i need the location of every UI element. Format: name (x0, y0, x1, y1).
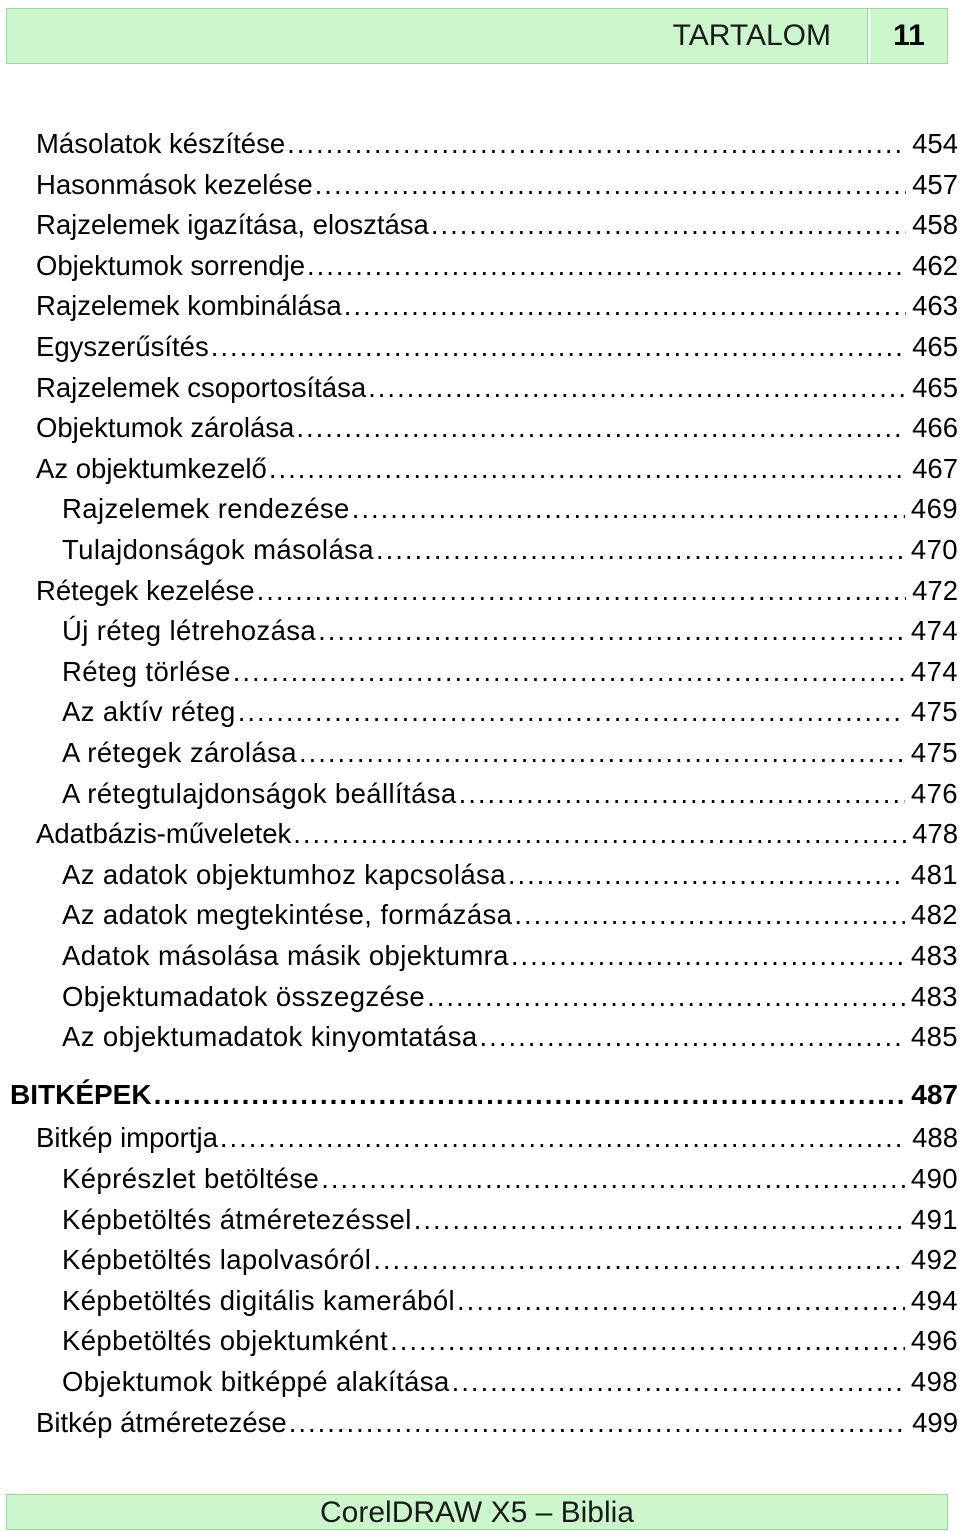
toc-leader-dots (352, 489, 905, 529)
toc-entry-page: 483 (910, 981, 958, 1012)
toc-entry-label: Az adatok objektumhoz kapcsolása (62, 859, 506, 890)
toc-entry (36, 449, 958, 489)
toc-entry (62, 774, 958, 814)
toc-entry (62, 1017, 958, 1057)
toc-entry-label: Rajzelemek igazítása, elosztása (36, 209, 429, 240)
toc-entry (62, 530, 958, 570)
toc-leader-dots (452, 1362, 905, 1402)
toc-entry-page: 475 (910, 737, 958, 768)
toc-leader-dots (390, 1321, 905, 1361)
toc-entry-page: 467 (912, 453, 958, 484)
toc-entry-label: Egyszerűsítés (36, 331, 209, 362)
toc-entry (62, 1281, 958, 1321)
toc-leader-dots (376, 530, 905, 570)
toc-leader-dots (315, 165, 906, 205)
toc-leader-dots (154, 1075, 906, 1115)
toc-leader-dots (514, 895, 905, 935)
toc-leader-dots (307, 246, 906, 286)
toc-entry-page: 476 (910, 778, 958, 809)
toc-entry-page: 472 (912, 575, 958, 606)
toc-entry (62, 489, 958, 529)
toc-entry (62, 977, 958, 1017)
page-number: 11 (893, 19, 925, 52)
toc-entry-page: 474 (910, 656, 958, 687)
toc-entry-page: 483 (910, 940, 958, 971)
toc-leader-dots (508, 855, 905, 895)
toc-entry (62, 1159, 958, 1199)
toc-entry-page: 481 (910, 859, 958, 890)
toc-chapter-entry (10, 1075, 958, 1115)
toc-entry-label: Rajzelemek csoportosítása (36, 372, 367, 403)
toc-entry-label: Képbetöltés digitális kamerából (62, 1285, 456, 1316)
toc-entry-label: BITKÉPEK (10, 1079, 152, 1110)
toc-entry-label: Objektumok zárolása (36, 412, 295, 443)
toc-leader-dots (318, 611, 905, 651)
toc-entry-page: 469 (910, 493, 958, 524)
toc-entry-label: Képbetöltés objektumként (62, 1325, 389, 1356)
toc-entry-page: 466 (912, 412, 958, 443)
toc-entry (36, 246, 958, 286)
toc-leader-dots (269, 449, 906, 489)
toc-entry-page: 457 (912, 169, 958, 200)
header-title: TARTALOM (672, 19, 831, 52)
toc-entry-label: Adatok másolása másik objektumra (62, 940, 509, 971)
toc-entry (36, 368, 958, 408)
toc-entry (62, 1240, 958, 1280)
toc-leader-dots (457, 1281, 905, 1321)
toc-leader-dots (373, 1240, 905, 1280)
toc-entry-label: Az objektumadatok kinyomtatása (62, 1021, 478, 1052)
toc-entry-page: 462 (912, 250, 958, 281)
toc-leader-dots (414, 1200, 905, 1240)
toc-entry-page: 465 (912, 372, 958, 403)
toc-entry (36, 814, 958, 854)
toc-entry-page: 492 (910, 1244, 958, 1275)
toc-leader-dots (296, 408, 906, 448)
toc-entry-page: 498 (910, 1366, 958, 1397)
toc-entry-label: Réteg törlése (62, 656, 231, 687)
toc-leader-dots (299, 733, 905, 773)
toc-entry-label: Képrészlet betöltése (62, 1163, 320, 1194)
toc-entry (36, 124, 958, 164)
toc-entry-label: Új réteg létrehozása (62, 615, 317, 646)
toc-leader-dots (287, 124, 906, 164)
toc-entry (62, 855, 958, 895)
toc-entry (62, 895, 958, 935)
toc-entry-label: Rajzelemek rendezése (62, 493, 350, 524)
toc-entry-label: Képbetöltés lapolvasóról (62, 1244, 372, 1275)
toc-entry-page: 491 (910, 1204, 958, 1235)
toc-entry-page: 494 (910, 1285, 958, 1316)
toc-leader-dots (220, 1118, 906, 1158)
toc-leader-dots (511, 936, 905, 976)
toc-entry-label: Objektumok sorrendje (36, 250, 306, 281)
toc-entry-page: 485 (910, 1021, 958, 1052)
toc-entry (62, 1321, 958, 1361)
toc-entry (36, 205, 958, 245)
toc-entry-label: A rétegtulajdonságok beállítása (62, 778, 457, 809)
toc-leader-dots (368, 368, 906, 408)
toc-entry-page: 475 (910, 696, 958, 727)
toc-entry-page: 487 (911, 1079, 958, 1110)
toc-entry-label: Az objektumkezelő (36, 453, 267, 484)
toc-leader-dots (238, 692, 905, 732)
toc-entry-page: 465 (912, 331, 958, 362)
toc-entry-label: Objektumadatok összegzése (62, 981, 426, 1012)
toc-entry-page: 454 (912, 128, 958, 159)
toc-entry-label: Objektumok bitképpé alakítása (62, 1366, 450, 1397)
toc-entry (36, 327, 958, 367)
toc-entry-label: A rétegek zárolása (62, 737, 297, 768)
toc-entry-page: 490 (910, 1163, 958, 1194)
toc-entry (62, 1200, 958, 1240)
toc-entry (36, 165, 958, 205)
toc-entry-label: Rajzelemek kombinálása (36, 290, 342, 321)
page-footer: CorelDRAW X5 – Biblia (6, 1494, 948, 1530)
toc-leader-dots (257, 571, 907, 611)
toc-entry-label: Bitkép átméretezése (36, 1407, 287, 1438)
toc-entry-page: 463 (912, 290, 958, 321)
toc-entry (62, 611, 958, 651)
toc-entry-page: 470 (910, 534, 958, 565)
toc-leader-dots (211, 327, 906, 367)
toc-leader-dots (344, 286, 906, 326)
toc-leader-dots (293, 814, 906, 854)
toc-entry (62, 1362, 958, 1402)
toc-leader-dots (459, 774, 905, 814)
toc-entry-page: 496 (910, 1325, 958, 1356)
toc-entry-label: Adatbázis-műveletek (36, 818, 292, 849)
toc-entry (36, 571, 958, 611)
toc-entry (36, 286, 958, 326)
toc-entry-page: 488 (912, 1122, 958, 1153)
toc-entry (36, 408, 958, 448)
toc-entry-label: Az adatok megtekintése, formázása (62, 899, 513, 930)
toc-entry-label: Tulajdonságok másolása (62, 534, 374, 565)
toc-entry (62, 936, 958, 976)
toc-entry (62, 733, 958, 773)
toc-entry-page: 482 (910, 899, 958, 930)
toc-entry-page: 458 (912, 209, 958, 240)
toc-entry (62, 652, 958, 692)
toc-entry-page: 478 (912, 818, 958, 849)
toc-entry (62, 692, 958, 732)
toc-entry-label: Másolatok készítése (36, 128, 286, 159)
toc-entry-page: 499 (912, 1407, 958, 1438)
toc-leader-dots (289, 1403, 906, 1443)
toc-entry-label: Az aktív réteg (62, 696, 236, 727)
toc-entry (36, 1118, 958, 1158)
toc-entry-label: Hasonmások kezelése (36, 169, 313, 200)
toc-leader-dots (321, 1159, 905, 1199)
toc-entry-label: Képbetöltés átméretezéssel (62, 1204, 412, 1235)
toc-entry-page: 474 (910, 615, 958, 646)
toc-leader-dots (233, 652, 905, 692)
toc-leader-dots (427, 977, 905, 1017)
toc-entry (36, 1403, 958, 1443)
toc-leader-dots (431, 205, 906, 245)
toc-leader-dots (480, 1017, 905, 1057)
toc-entry-label: Rétegek kezelése (36, 575, 255, 606)
toc-entry-label: Bitkép importja (36, 1122, 218, 1153)
